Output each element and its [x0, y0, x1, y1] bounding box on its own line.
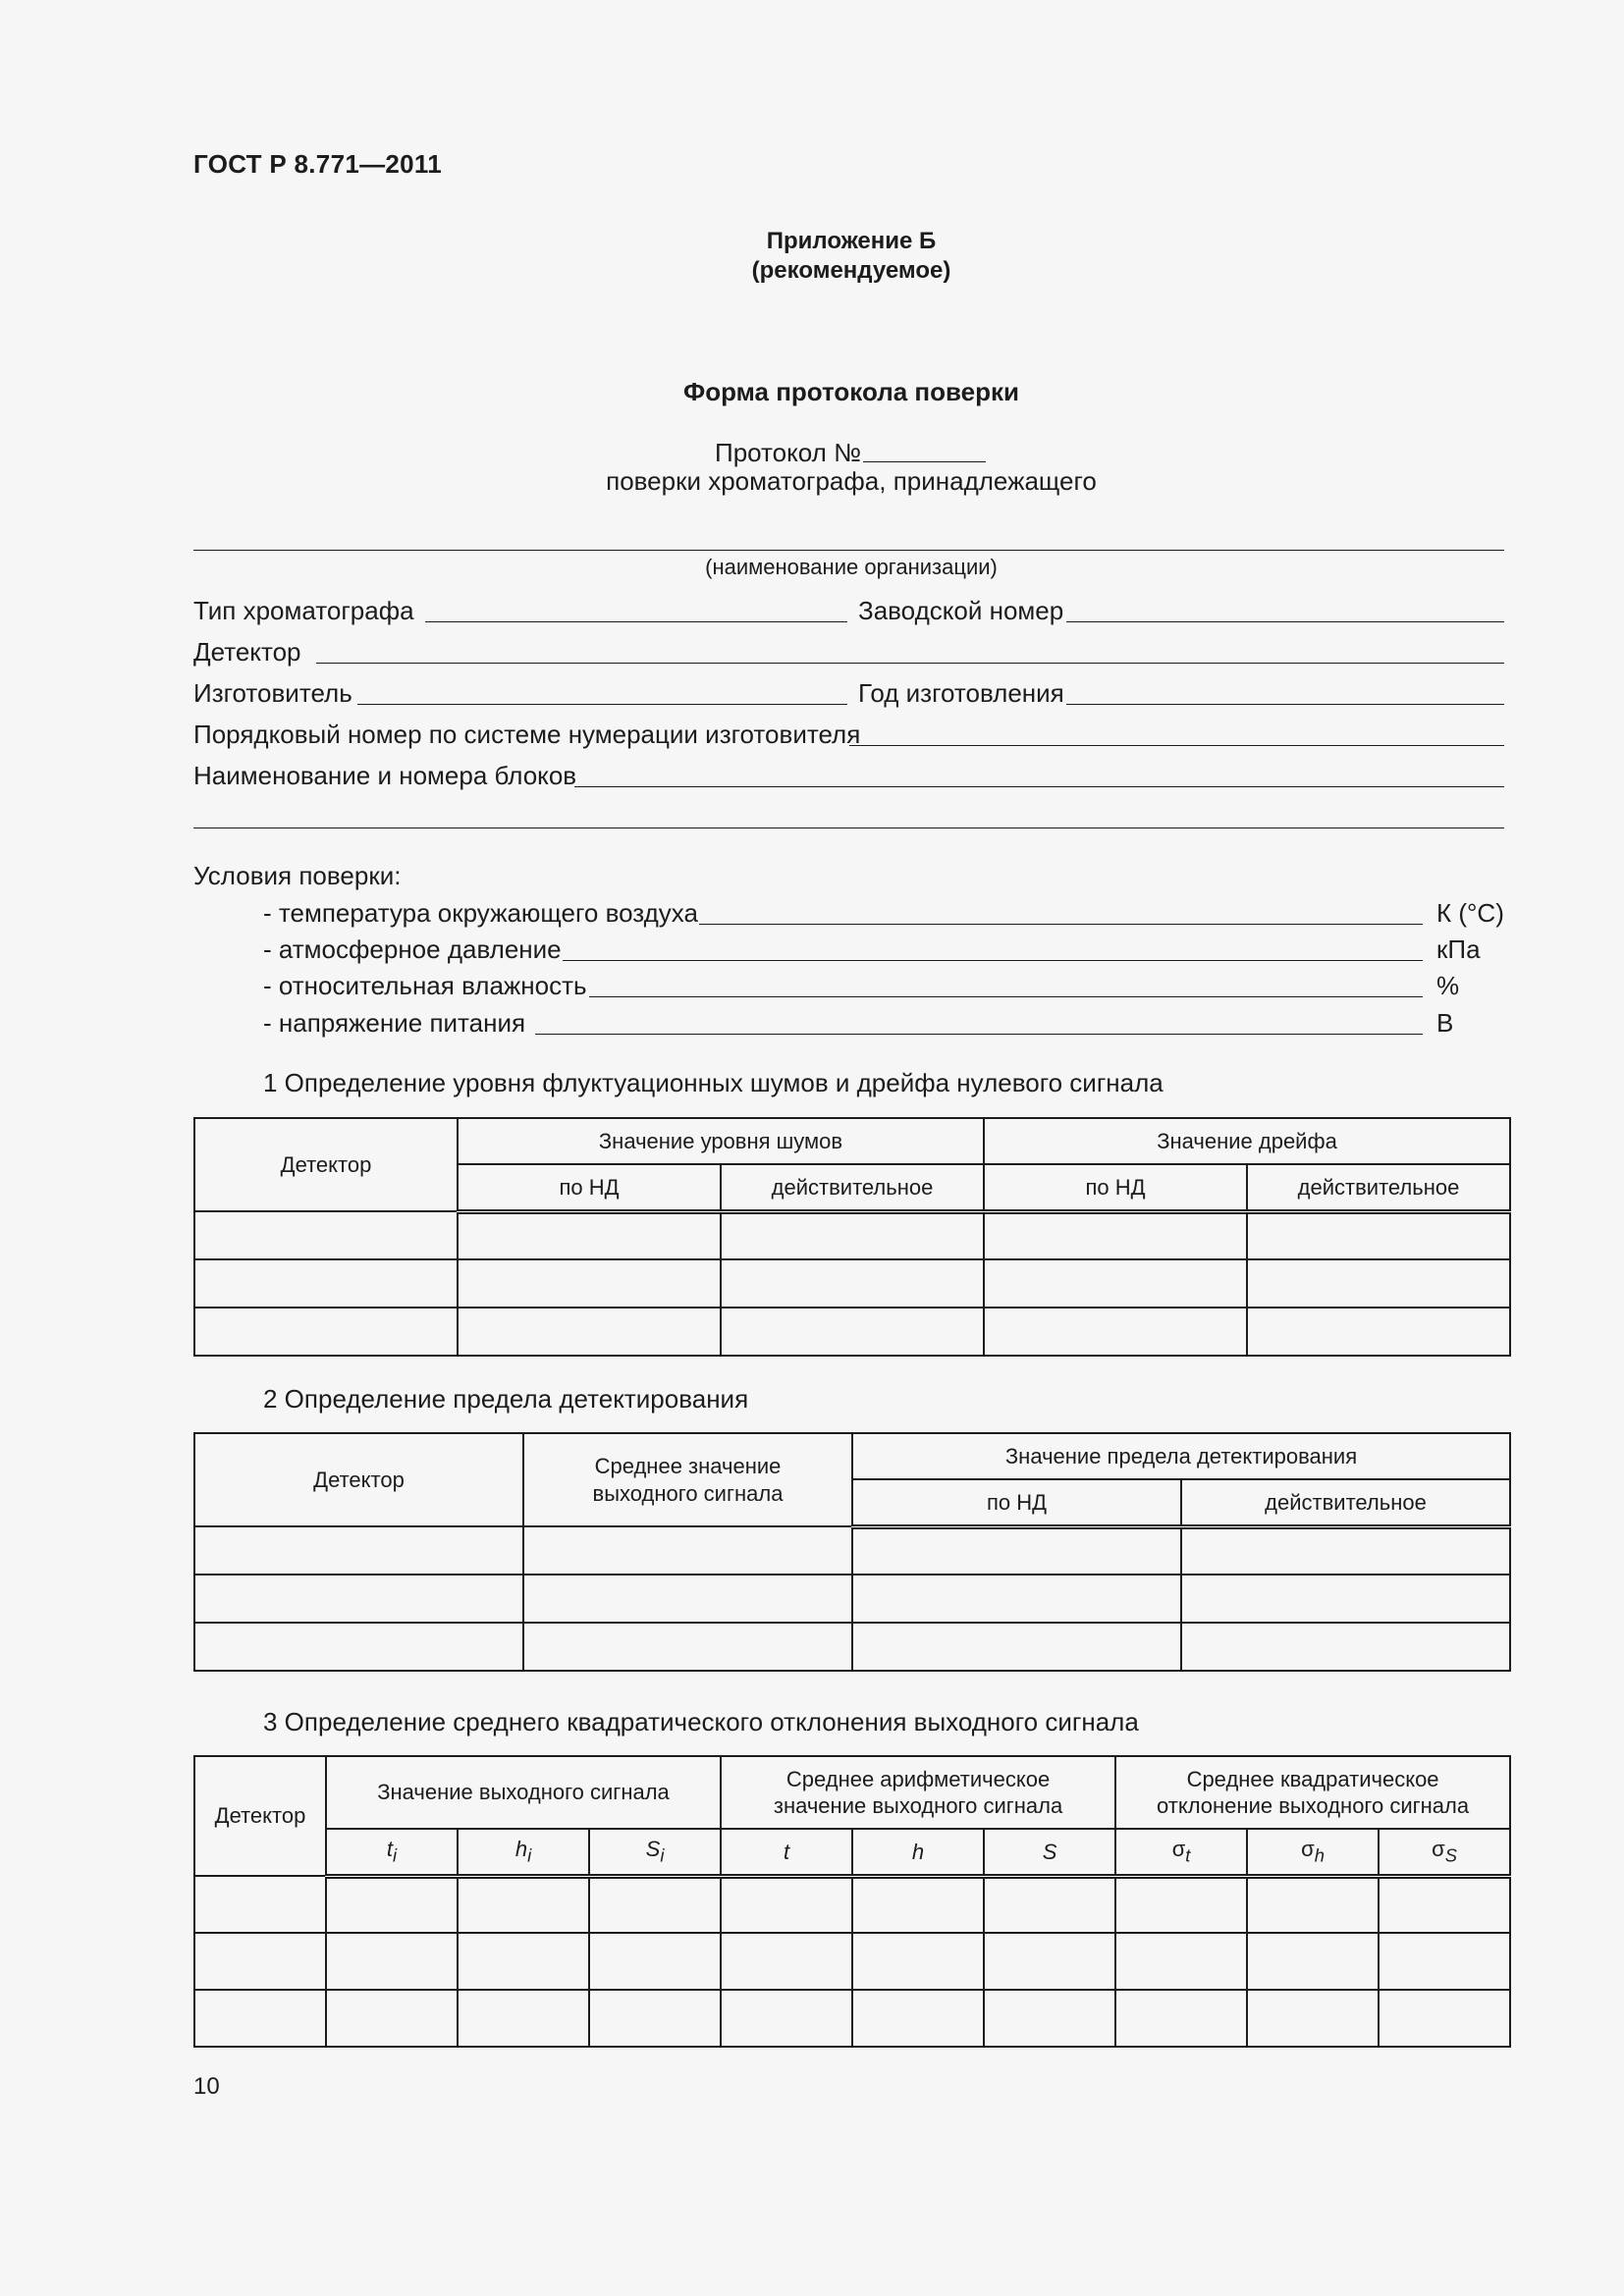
header-h-mean: [852, 1829, 984, 1876]
year-field[interactable]: [1066, 704, 1504, 705]
organization-field[interactable]: [193, 550, 1504, 551]
table-row: [194, 1876, 1510, 1933]
symbol-h: h: [514, 1837, 528, 1862]
table-cell[interactable]: [1247, 1259, 1510, 1308]
table-cell[interactable]: [458, 1308, 721, 1356]
table-cell[interactable]: [852, 1876, 984, 1933]
header-noise-actual: действительное: [721, 1164, 984, 1211]
section1-title: 1 Определение уровня флуктуационных шумов и дрейфа нулевого сигнала: [263, 1068, 1164, 1097]
table-cell[interactable]: [589, 1990, 721, 2047]
table-cell[interactable]: [326, 1990, 458, 2047]
table-cell[interactable]: [852, 1623, 1181, 1671]
section3-title: 3 Определение среднего квадратического отклонения выходного сигнала: [263, 1707, 1139, 1736]
table-cell[interactable]: [1379, 1933, 1510, 1990]
table-row: [194, 1526, 1510, 1575]
table-cell[interactable]: [589, 1876, 721, 1933]
condition-temperature-label: - температура окружающего воздуха: [263, 898, 698, 928]
symbol-t: t: [783, 1839, 790, 1864]
header-arithmetic-mean: [721, 1756, 1115, 1829]
header-output-values: Значение выходного сигнала: [326, 1756, 721, 1829]
subscript-i: i: [660, 1844, 665, 1866]
appendix-title: Приложение Б: [766, 228, 937, 254]
condition-pressure-unit: кПа: [1436, 934, 1481, 964]
condition-humidity-unit: %: [1436, 971, 1460, 1000]
symbol-h: h: [911, 1839, 925, 1864]
subscript-t: t: [1185, 1844, 1191, 1866]
table-cell[interactable]: [984, 1933, 1115, 1990]
std-deviation-table: [193, 1755, 1511, 2048]
condition-pressure-label: - атмосферное давление: [263, 934, 562, 964]
symbol-sigma: σ: [1301, 1837, 1315, 1862]
condition-temperature-unit: К (°С): [1436, 898, 1504, 928]
table-cell[interactable]: [1247, 1308, 1510, 1356]
header-detector: Детектор: [194, 1756, 326, 1876]
condition-voltage-field[interactable]: [535, 1034, 1423, 1035]
table-cell[interactable]: [1115, 1933, 1247, 1990]
table-cell[interactable]: [1247, 1211, 1510, 1259]
header-limit-nd: по НД: [852, 1479, 1181, 1526]
table-row: [194, 1259, 1510, 1308]
header-detection-limit: Значение предела детектирования: [852, 1433, 1510, 1479]
header-hi: [458, 1829, 589, 1876]
subscript-i: i: [393, 1844, 398, 1866]
table-cell[interactable]: [1247, 1933, 1379, 1990]
table-cell[interactable]: [984, 1990, 1115, 2047]
table-row: [194, 1623, 1510, 1671]
table-cell[interactable]: [984, 1211, 1247, 1259]
header-mean-output: [523, 1433, 852, 1526]
header-mean-output-line2: выходного сигнала: [592, 1480, 784, 1506]
header-si: [589, 1829, 721, 1876]
table-cell[interactable]: [458, 1211, 721, 1259]
table-cell[interactable]: [523, 1526, 852, 1575]
header-sigma-s: [1379, 1829, 1510, 1876]
table-row: [194, 1211, 1510, 1259]
subscript-h: h: [1314, 1844, 1325, 1866]
condition-humidity-field[interactable]: [589, 996, 1423, 997]
header-mean-output-line1: Среднее значение: [594, 1454, 782, 1478]
table-cell[interactable]: [194, 1876, 326, 1933]
table-cell[interactable]: [721, 1933, 852, 1990]
header-t-mean: [721, 1829, 852, 1876]
table-cell[interactable]: [984, 1308, 1247, 1356]
table-cell[interactable]: [721, 1259, 984, 1308]
chromatograph-type-field[interactable]: [425, 621, 847, 622]
table-cell[interactable]: [984, 1876, 1115, 1933]
header-std-deviation-line1: Среднее квадратическое: [1186, 1766, 1439, 1791]
condition-humidity-label: - относительная влажность: [263, 971, 587, 1000]
table-cell[interactable]: [194, 1211, 458, 1259]
manufacturer-field[interactable]: [357, 704, 847, 705]
table-cell[interactable]: [852, 1933, 984, 1990]
table-cell[interactable]: [458, 1933, 589, 1990]
blocks-field[interactable]: [574, 786, 1504, 787]
table-cell[interactable]: [194, 1933, 326, 1990]
header-sigma-t: [1115, 1829, 1247, 1876]
chromatograph-type-label: Тип хроматографа: [193, 596, 414, 625]
condition-voltage-label: - напряжение питания: [263, 1008, 526, 1038]
symbol-sigma: σ: [1171, 1837, 1186, 1862]
table-cell[interactable]: [852, 1575, 1181, 1623]
table-cell[interactable]: [1181, 1526, 1510, 1575]
symbol-s: S: [1042, 1839, 1057, 1864]
header-std-deviation-line2: отклонение выходного сигнала: [1157, 1793, 1470, 1818]
table-cell[interactable]: [721, 1211, 984, 1259]
table-cell[interactable]: [194, 1259, 458, 1308]
table-cell[interactable]: [194, 1575, 523, 1623]
header-arithmetic-mean-line2: значение выходного сигнала: [773, 1793, 1063, 1818]
year-label: Год изготовления: [858, 678, 1064, 708]
table-cell[interactable]: [589, 1933, 721, 1990]
table-cell[interactable]: [721, 1990, 852, 2047]
table-row: [194, 1990, 1510, 2047]
protocol-number-field[interactable]: [863, 461, 986, 462]
table-cell[interactable]: [194, 1990, 326, 2047]
noise-drift-table: [193, 1117, 1511, 1357]
blocks-label: Наименование и номера блоков: [193, 761, 577, 790]
detector-field[interactable]: [316, 663, 1504, 664]
header-s-mean: [984, 1829, 1115, 1876]
table-row: [194, 1933, 1510, 1990]
serial-number-field[interactable]: [1066, 621, 1504, 622]
appendix-subtitle: (рекомендуемое): [751, 257, 951, 284]
table-cell[interactable]: [523, 1575, 852, 1623]
table-cell[interactable]: [852, 1990, 984, 2047]
table-cell[interactable]: [326, 1933, 458, 1990]
document-header: ГОСТ Р 8.771—2011: [193, 149, 442, 179]
table-cell[interactable]: [1181, 1623, 1510, 1671]
detection-limit-table: [193, 1432, 1511, 1672]
section2-title: 2 Определение предела детектирования: [263, 1384, 749, 1414]
header-limit-actual: действительное: [1181, 1479, 1510, 1526]
header-arithmetic-mean-line1: Среднее арифметическое: [785, 1766, 1051, 1791]
symbol-t: t: [386, 1837, 394, 1862]
condition-voltage-unit: В: [1436, 1008, 1454, 1038]
table-cell[interactable]: [1115, 1990, 1247, 2047]
header-detector: Детектор: [194, 1118, 458, 1211]
table-cell[interactable]: [721, 1876, 852, 1933]
table-cell[interactable]: [326, 1876, 458, 1933]
condition-temperature-field[interactable]: [699, 924, 1423, 925]
table-cell[interactable]: [852, 1526, 1181, 1575]
subscript-s: S: [1444, 1844, 1457, 1866]
table-cell[interactable]: [1181, 1575, 1510, 1623]
protocol-label: Протокол №: [715, 438, 861, 467]
table-cell[interactable]: [194, 1308, 458, 1356]
serial-number-label: Заводской номер: [858, 596, 1064, 625]
subscript-i: i: [527, 1844, 532, 1866]
ordinal-number-field[interactable]: [849, 745, 1504, 746]
ordinal-number-label: Порядковый номер по системе нумерации изготовителя: [193, 720, 861, 749]
table-cell[interactable]: [1247, 1990, 1379, 2047]
table-row: [194, 1308, 1510, 1356]
header-drift-actual: действительное: [1247, 1164, 1510, 1211]
table-cell[interactable]: [458, 1259, 721, 1308]
table-cell[interactable]: [1115, 1876, 1247, 1933]
page-number: 10: [193, 2073, 220, 2100]
organization-caption: (наименование организации): [705, 555, 998, 579]
table-cell[interactable]: [1379, 1876, 1510, 1933]
protocol-subtitle: поверки хроматографа, принадлежащего: [606, 466, 1097, 496]
manufacturer-label: Изготовитель: [193, 678, 352, 708]
table-row: [194, 1575, 1510, 1623]
table-cell[interactable]: [984, 1259, 1247, 1308]
form-title: Форма протокола поверки: [683, 377, 1019, 406]
header-drift-nd: по НД: [984, 1164, 1247, 1211]
header-std-deviation: [1115, 1756, 1510, 1829]
header-detector: Детектор: [194, 1433, 523, 1526]
table-cell[interactable]: [194, 1623, 523, 1671]
header-sigma-h: [1247, 1829, 1379, 1876]
table-cell[interactable]: [523, 1623, 852, 1671]
header-ti: [326, 1829, 458, 1876]
table-cell[interactable]: [1247, 1876, 1379, 1933]
table-cell[interactable]: [458, 1876, 589, 1933]
header-noise-nd: по НД: [458, 1164, 721, 1211]
table-cell[interactable]: [1379, 1990, 1510, 2047]
condition-pressure-field[interactable]: [563, 960, 1423, 961]
table-cell[interactable]: [721, 1308, 984, 1356]
table-cell[interactable]: [458, 1990, 589, 2047]
header-drift-value: Значение дрейфа: [984, 1118, 1510, 1164]
symbol-sigma: σ: [1432, 1837, 1445, 1862]
conditions-title: Условия поверки:: [193, 861, 402, 890]
symbol-s: S: [645, 1837, 661, 1862]
header-noise-value: Значение уровня шумов: [458, 1118, 984, 1164]
table-cell[interactable]: [194, 1526, 523, 1575]
detector-label: Детектор: [193, 637, 301, 667]
